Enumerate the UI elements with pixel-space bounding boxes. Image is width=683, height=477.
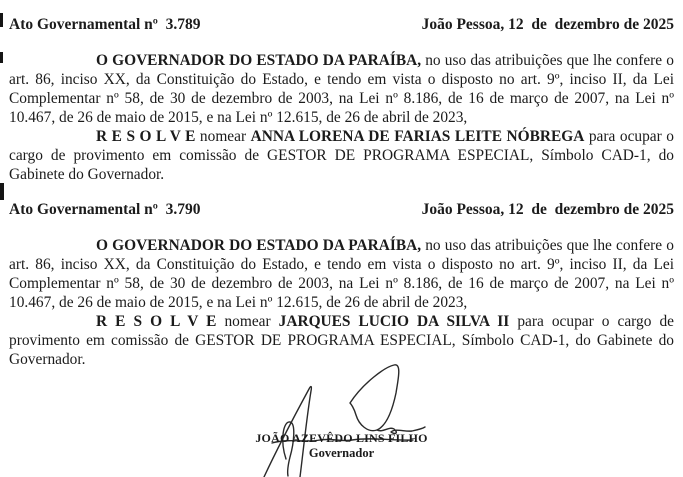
preamble-paragraph [9,236,674,312]
act-dateline: João Pessoa, 12 de dezembro de 2025 [421,201,674,218]
scan-artifact [0,13,3,27]
resolve-keyword: R E S O L V E [96,128,196,145]
signature-name: JOÃO AZEVÊDO LINS FILHO [255,431,428,445]
document-content [9,15,674,385]
resolve-text: para ocupar o cargo de provimento em comissão de GESTOR DE PROGRAMA ESPECIAL, Símbolo CAD-1, do Gabinete do Governador. [9,313,674,368]
preamble-text: no uso das atribuições que lhe confere o art. 86, inciso XX, da Constituição do Estado, e tendo em vista o disposto no art. 9º, inciso II, da Lei Complementar nº 58, de 30 de dezembro de 2003, na Lei nº 8.186, de 16 de março de 2007, na Lei nº 10.467, de 26 de maio de 2015, e na Lei nº 12.615, de 26 de abril de 2023, [9,237,674,311]
signature-role: Governador [308,446,375,460]
resolve-connector: nomear [224,313,271,330]
signature-block [0,431,683,461]
resolve-paragraph [9,312,674,369]
appointee-name: JARQUES LUCIO DA SILVA II [278,313,510,330]
scan-artifact [0,183,4,200]
preamble-text: no uso das atribuições que lhe confere o art. 86, inciso XX, da Constituição do Estado, e tendo em vista o disposto no art. 9º, inciso II, da Lei Complementar nº 58, de 30 de dezembro de 2003, na Lei nº 8.186, de 16 de março de 2007, na Lei nº 10.467, de 26 de maio de 2015, e na Lei nº 12.615, de 26 de abril de 2023, [9,52,674,126]
act-header [9,15,674,34]
act-title: Ato Governamental nº 3.789 [9,16,201,33]
act-dateline: João Pessoa, 12 de dezembro de 2025 [421,16,674,33]
resolve-text: para ocupar o cargo de provimento em comissão de GESTOR DE PROGRAMA ESPECIAL, Símbolo CAD-1, do Gabinete do Governador. [9,128,674,183]
resolve-keyword: R E S O L V E [96,313,217,330]
resolve-connector: nomear [199,128,247,145]
act-title: Ato Governamental nº 3.790 [9,201,201,218]
preamble-paragraph [9,51,674,127]
governmental-act-3790 [9,200,674,369]
appointee-name: ANNA LORENA DE FARIAS LEITE NÓBREGA [250,128,585,145]
act-header [9,200,674,219]
resolve-paragraph [9,127,674,184]
scan-artifact [0,52,3,63]
governmental-act-3789 [9,15,674,184]
governor-heading: O GOVERNADOR DO ESTADO DA PARAÍBA, [96,237,422,254]
governor-heading: O GOVERNADOR DO ESTADO DA PARAÍBA, [96,52,422,69]
